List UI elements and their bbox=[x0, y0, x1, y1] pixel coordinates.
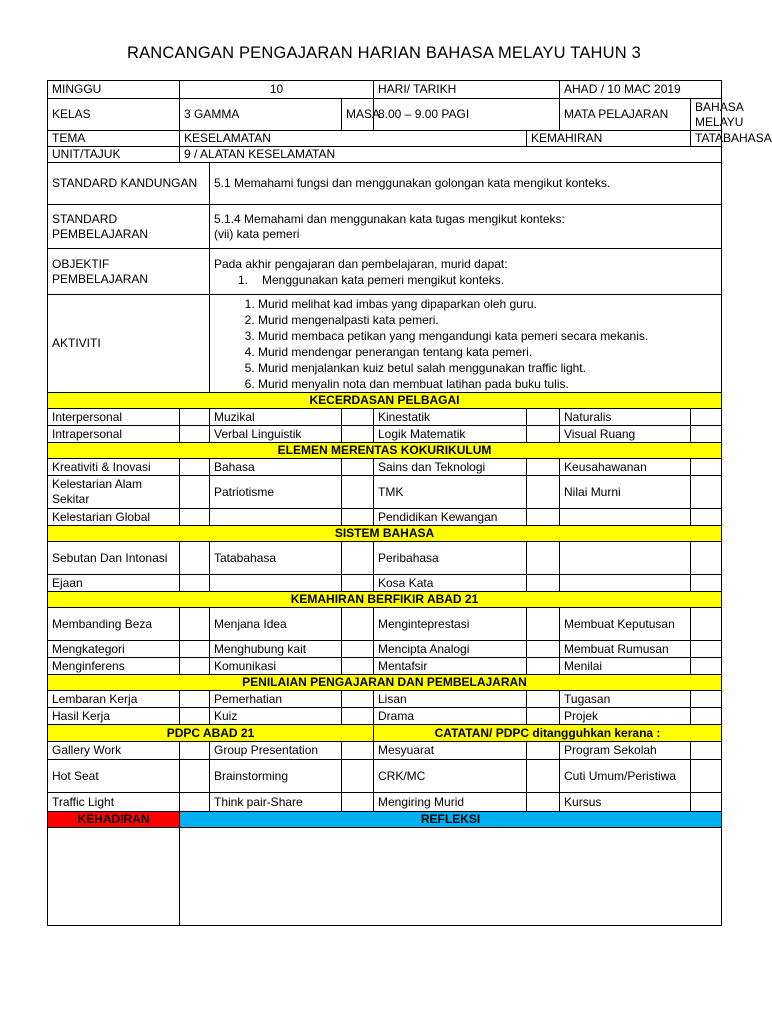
option-label: Menginferens bbox=[48, 658, 180, 675]
option-label bbox=[560, 509, 691, 526]
checkbox-cell[interactable] bbox=[342, 608, 374, 641]
checkbox-cell[interactable] bbox=[342, 476, 374, 509]
checkbox-cell[interactable] bbox=[180, 641, 210, 658]
checkbox-cell[interactable] bbox=[527, 760, 560, 793]
row-standard-pembelajaran bbox=[48, 205, 722, 249]
option-label: Membuat Rumusan bbox=[560, 641, 691, 658]
checkbox-cell[interactable] bbox=[342, 691, 374, 708]
masa-value: 8.00 – 9.00 PAGI bbox=[374, 99, 560, 131]
table-row bbox=[48, 509, 722, 526]
option-label: Mencipta Analogi bbox=[374, 641, 527, 658]
option-label: Kelestarian Alam Sekitar bbox=[48, 476, 180, 509]
option-label: Kelestarian Global bbox=[48, 509, 180, 526]
option-label: Hot Seat bbox=[48, 760, 180, 793]
checkbox-cell[interactable] bbox=[691, 509, 722, 526]
option-label: Naturalis bbox=[560, 409, 691, 426]
option-label: Group Presentation bbox=[210, 742, 342, 760]
standard-pembelajaran-label: STANDARD PEMBELAJARAN bbox=[48, 205, 210, 249]
table-row bbox=[48, 476, 722, 509]
option-label: Ejaan bbox=[48, 575, 180, 592]
checkbox-cell[interactable] bbox=[342, 459, 374, 476]
option-label: Drama bbox=[374, 708, 527, 725]
checkbox-cell[interactable] bbox=[691, 760, 722, 793]
table-row bbox=[48, 708, 722, 725]
checkbox-cell[interactable] bbox=[342, 641, 374, 658]
checkbox-cell[interactable] bbox=[691, 691, 722, 708]
aktiviti-item: 1. Murid melihat kad imbas yang dipaparkan oleh guru. bbox=[258, 296, 717, 312]
checkbox-cell[interactable] bbox=[527, 509, 560, 526]
checkbox-cell[interactable] bbox=[342, 426, 374, 443]
kemahiran-value: TATABAHASA bbox=[691, 131, 722, 147]
checkbox-cell[interactable] bbox=[342, 509, 374, 526]
option-label: CRK/MC bbox=[374, 760, 527, 793]
option-label: Nilai Murni bbox=[560, 476, 691, 509]
objektif-item-number: 1. bbox=[238, 272, 249, 287]
checkbox-cell[interactable] bbox=[180, 608, 210, 641]
aktiviti-item: 6. Murid menyalin nota dan membuat latihan pada buku tulis. bbox=[258, 376, 717, 392]
checkbox-cell[interactable] bbox=[527, 476, 560, 509]
table-row bbox=[48, 760, 722, 793]
option-label bbox=[560, 542, 691, 575]
option-label: Peribahasa bbox=[374, 542, 527, 575]
pdpc-heading-row bbox=[48, 725, 722, 742]
checkbox-cell[interactable] bbox=[691, 608, 722, 641]
refleksi-field[interactable] bbox=[180, 828, 722, 926]
hari-label: HARI/ TARIKH bbox=[374, 81, 560, 99]
standard-pembelajaran-line1: 5.1.4 Memahami dan menggunakan kata tugas mengikut konteks: bbox=[214, 211, 565, 226]
option-label: Patriotisme bbox=[210, 476, 342, 509]
row-standard-kandungan bbox=[48, 163, 722, 205]
kehadiran-refleksi-body-row bbox=[48, 828, 722, 926]
option-label: Think pair-Share bbox=[210, 793, 342, 812]
aktiviti-label: AKTIVITI bbox=[48, 295, 210, 393]
catatan-heading: CATATAN/ PDPC ditangguhkan kerana : bbox=[374, 725, 722, 742]
option-label: Kreativiti & Inovasi bbox=[48, 459, 180, 476]
aktiviti-item: 3. Murid membaca petikan yang mengandungi kata pemeri secara mekanis. bbox=[258, 328, 717, 344]
option-label: TMK bbox=[374, 476, 527, 509]
option-label: Pemerhatian bbox=[210, 691, 342, 708]
sistem-heading-row bbox=[48, 526, 722, 542]
checkbox-cell[interactable] bbox=[527, 426, 560, 443]
checkbox-cell[interactable] bbox=[691, 793, 722, 812]
option-label: Cuti Umum/Peristiwa bbox=[560, 760, 691, 793]
standard-kandungan-value: 5.1 Memahami fungsi dan menggunakan golongan kata mengikut konteks. bbox=[210, 163, 722, 205]
checkbox-cell[interactable] bbox=[527, 793, 560, 812]
option-label: Membanding Beza bbox=[48, 608, 180, 641]
kbat-heading: KEMAHIRAN BERFIKIR ABAD 21 bbox=[48, 592, 722, 608]
checkbox-cell[interactable] bbox=[691, 409, 722, 426]
kemahiran-label: KEMAHIRAN bbox=[527, 131, 691, 147]
option-label: Muzikal bbox=[210, 409, 342, 426]
option-label: Membuat Keputusan bbox=[560, 608, 691, 641]
option-label: Program Sekolah bbox=[560, 742, 691, 760]
page-title: RANCANGAN PENGAJARAN HARIAN BAHASA MELAYU TAHUN 3 bbox=[126, 44, 642, 62]
table-row bbox=[48, 459, 722, 476]
elemen-heading-row bbox=[48, 443, 722, 459]
refleksi-heading: REFLEKSI bbox=[180, 812, 722, 828]
checkbox-cell[interactable] bbox=[527, 742, 560, 760]
checkbox-cell[interactable] bbox=[180, 426, 210, 443]
option-label: Komunikasi bbox=[210, 658, 342, 675]
option-label bbox=[560, 575, 691, 592]
option-label: Tatabahasa bbox=[210, 542, 342, 575]
table-row bbox=[48, 658, 722, 675]
penilaian-heading: PENILAIAN PENGAJARAN DAN PEMBELAJARAN bbox=[48, 675, 722, 691]
table-row bbox=[48, 641, 722, 658]
option-label: Logik Matematik bbox=[374, 426, 527, 443]
row-objektif bbox=[48, 249, 722, 295]
kehadiran-refleksi-heading-row bbox=[48, 812, 722, 828]
checkbox-cell[interactable] bbox=[691, 542, 722, 575]
row-kelas bbox=[48, 99, 722, 131]
checkbox-cell[interactable] bbox=[527, 575, 560, 592]
checkbox-cell[interactable] bbox=[342, 409, 374, 426]
objektif-item-text: Menggunakan kata pemeri mengikut konteks. bbox=[262, 272, 505, 287]
checkbox-cell[interactable] bbox=[180, 575, 210, 592]
standard-pembelajaran-line2: (vii) kata pemeri bbox=[214, 226, 300, 241]
aktiviti-item: 2. Murid mengenalpasti kata pemeri. bbox=[258, 312, 717, 328]
checkbox-cell[interactable] bbox=[527, 691, 560, 708]
kehadiran-heading: KEHADIRAN bbox=[48, 812, 180, 828]
objektif-item bbox=[214, 272, 717, 288]
row-unit bbox=[48, 147, 722, 163]
standard-pembelajaran-value bbox=[210, 205, 722, 249]
checkbox-cell[interactable] bbox=[691, 575, 722, 592]
option-label: Bahasa bbox=[210, 459, 342, 476]
table-row bbox=[48, 575, 722, 592]
kehadiran-field[interactable] bbox=[48, 828, 180, 926]
checkbox-cell[interactable] bbox=[180, 742, 210, 760]
checkbox-cell[interactable] bbox=[180, 542, 210, 575]
penilaian-heading-row bbox=[48, 675, 722, 691]
checkbox-cell[interactable] bbox=[527, 641, 560, 658]
unit-label: UNIT/TAJUK bbox=[48, 147, 180, 163]
objektif-value bbox=[210, 249, 722, 295]
option-label bbox=[210, 575, 342, 592]
table-row bbox=[48, 691, 722, 708]
sistem-heading: SISTEM BAHASA bbox=[48, 526, 722, 542]
checkbox-cell[interactable] bbox=[342, 760, 374, 793]
option-label: Keusahawanan bbox=[560, 459, 691, 476]
checkbox-cell[interactable] bbox=[527, 608, 560, 641]
mata-pelajaran-label: MATA PELAJARAN bbox=[560, 99, 691, 131]
masa-label: MASA bbox=[342, 99, 374, 131]
option-label: Verbal Linguistik bbox=[210, 426, 342, 443]
minggu-label: MINGGU bbox=[48, 81, 180, 99]
checkbox-cell[interactable] bbox=[527, 658, 560, 675]
checkbox-cell[interactable] bbox=[342, 575, 374, 592]
option-label: Pendidikan Kewangan bbox=[374, 509, 527, 526]
checkbox-cell[interactable] bbox=[180, 459, 210, 476]
option-label: Traffic Light bbox=[48, 793, 180, 812]
checkbox-cell[interactable] bbox=[180, 409, 210, 426]
option-label: Mesyuarat bbox=[374, 742, 527, 760]
row-minggu bbox=[48, 81, 722, 99]
option-label: Mentafsir bbox=[374, 658, 527, 675]
option-label: Interpersonal bbox=[48, 409, 180, 426]
checkbox-cell[interactable] bbox=[527, 542, 560, 575]
row-tema bbox=[48, 131, 722, 147]
option-label: Menghubung kait bbox=[210, 641, 342, 658]
checkbox-cell[interactable] bbox=[342, 658, 374, 675]
unit-value: 9 / ALATAN KESELAMATAN bbox=[180, 147, 722, 163]
option-label: Visual Ruang bbox=[560, 426, 691, 443]
option-label: Sains dan Teknologi bbox=[374, 459, 527, 476]
table-row bbox=[48, 409, 722, 426]
table-row bbox=[48, 426, 722, 443]
option-label bbox=[210, 509, 342, 526]
mata-pelajaran-value: BAHASA MELAYU bbox=[691, 99, 722, 131]
option-label: Gallery Work bbox=[48, 742, 180, 760]
checkbox-cell[interactable] bbox=[691, 708, 722, 725]
checkbox-cell[interactable] bbox=[691, 658, 722, 675]
checkbox-cell[interactable] bbox=[691, 476, 722, 509]
option-label: Menginteprestasi bbox=[374, 608, 527, 641]
aktiviti-item: 4. Murid mendengar penerangan tentang kata pemeri. bbox=[258, 344, 717, 360]
option-label: Menjana Idea bbox=[210, 608, 342, 641]
table-row bbox=[48, 742, 722, 760]
checkbox-cell[interactable] bbox=[527, 708, 560, 725]
aktiviti-value bbox=[210, 295, 722, 393]
option-label: Hasil Kerja bbox=[48, 708, 180, 725]
option-label: Kuiz bbox=[210, 708, 342, 725]
checkbox-cell[interactable] bbox=[342, 708, 374, 725]
lesson-plan-table bbox=[47, 80, 772, 926]
checkbox-cell[interactable] bbox=[180, 708, 210, 725]
checkbox-cell[interactable] bbox=[691, 459, 722, 476]
option-label: Lisan bbox=[374, 691, 527, 708]
checkbox-cell[interactable] bbox=[527, 459, 560, 476]
kelas-label: KELAS bbox=[48, 99, 180, 131]
elemen-heading: ELEMEN MERENTAS KOKURIKULUM bbox=[48, 443, 722, 459]
objektif-label: OBJEKTIF PEMBELAJARAN bbox=[48, 249, 210, 295]
standard-kandungan-label: STANDARD KANDUNGAN bbox=[48, 163, 210, 205]
checkbox-cell[interactable] bbox=[180, 793, 210, 812]
option-label: Projek bbox=[560, 708, 691, 725]
aktiviti-item: 5. Murid menjalankan kuiz betul salah menggunakan traffic light. bbox=[258, 360, 717, 376]
checkbox-cell[interactable] bbox=[342, 742, 374, 760]
option-label: Intrapersonal bbox=[48, 426, 180, 443]
kbat-heading-row bbox=[48, 592, 722, 608]
option-label: Menilai bbox=[560, 658, 691, 675]
option-label: Lembaran Kerja bbox=[48, 691, 180, 708]
checkbox-cell[interactable] bbox=[691, 641, 722, 658]
option-label: Sebutan Dan Intonasi bbox=[48, 542, 180, 575]
tema-label: TEMA bbox=[48, 131, 180, 147]
checkbox-cell[interactable] bbox=[180, 691, 210, 708]
table-row bbox=[48, 608, 722, 641]
tema-value: KESELAMATAN bbox=[180, 131, 527, 147]
checkbox-cell[interactable] bbox=[180, 658, 210, 675]
checkbox-cell[interactable] bbox=[342, 793, 374, 812]
row-aktiviti bbox=[48, 295, 722, 393]
kecerdasan-heading-row bbox=[48, 393, 722, 409]
option-label: Kinestatik bbox=[374, 409, 527, 426]
option-label: Tugasan bbox=[560, 691, 691, 708]
checkbox-cell[interactable] bbox=[180, 476, 210, 509]
hari-value: AHAD / 10 MAC 2019 bbox=[560, 81, 722, 99]
kecerdasan-heading: KECERDASAN PELBAGAI bbox=[48, 393, 722, 409]
objektif-intro: Pada akhir pengajaran dan pembelajaran, murid dapat: bbox=[214, 256, 508, 271]
checkbox-cell[interactable] bbox=[180, 760, 210, 793]
option-label: Mengiring Murid bbox=[374, 793, 527, 812]
table-row bbox=[48, 542, 722, 575]
checkbox-cell[interactable] bbox=[691, 426, 722, 443]
option-label: Brainstorming bbox=[210, 760, 342, 793]
option-label: Kursus bbox=[560, 793, 691, 812]
checkbox-cell[interactable] bbox=[180, 509, 210, 526]
checkbox-cell[interactable] bbox=[527, 409, 560, 426]
aktiviti-list bbox=[214, 296, 717, 392]
checkbox-cell[interactable] bbox=[342, 542, 374, 575]
table-row bbox=[48, 793, 722, 812]
pdpc-heading: PDPC ABAD 21 bbox=[48, 725, 374, 742]
minggu-value: 10 bbox=[180, 81, 374, 99]
option-label: Kosa Kata bbox=[374, 575, 527, 592]
kelas-value: 3 GAMMA bbox=[180, 99, 342, 131]
checkbox-cell[interactable] bbox=[691, 742, 722, 760]
option-label: Mengkategori bbox=[48, 641, 180, 658]
